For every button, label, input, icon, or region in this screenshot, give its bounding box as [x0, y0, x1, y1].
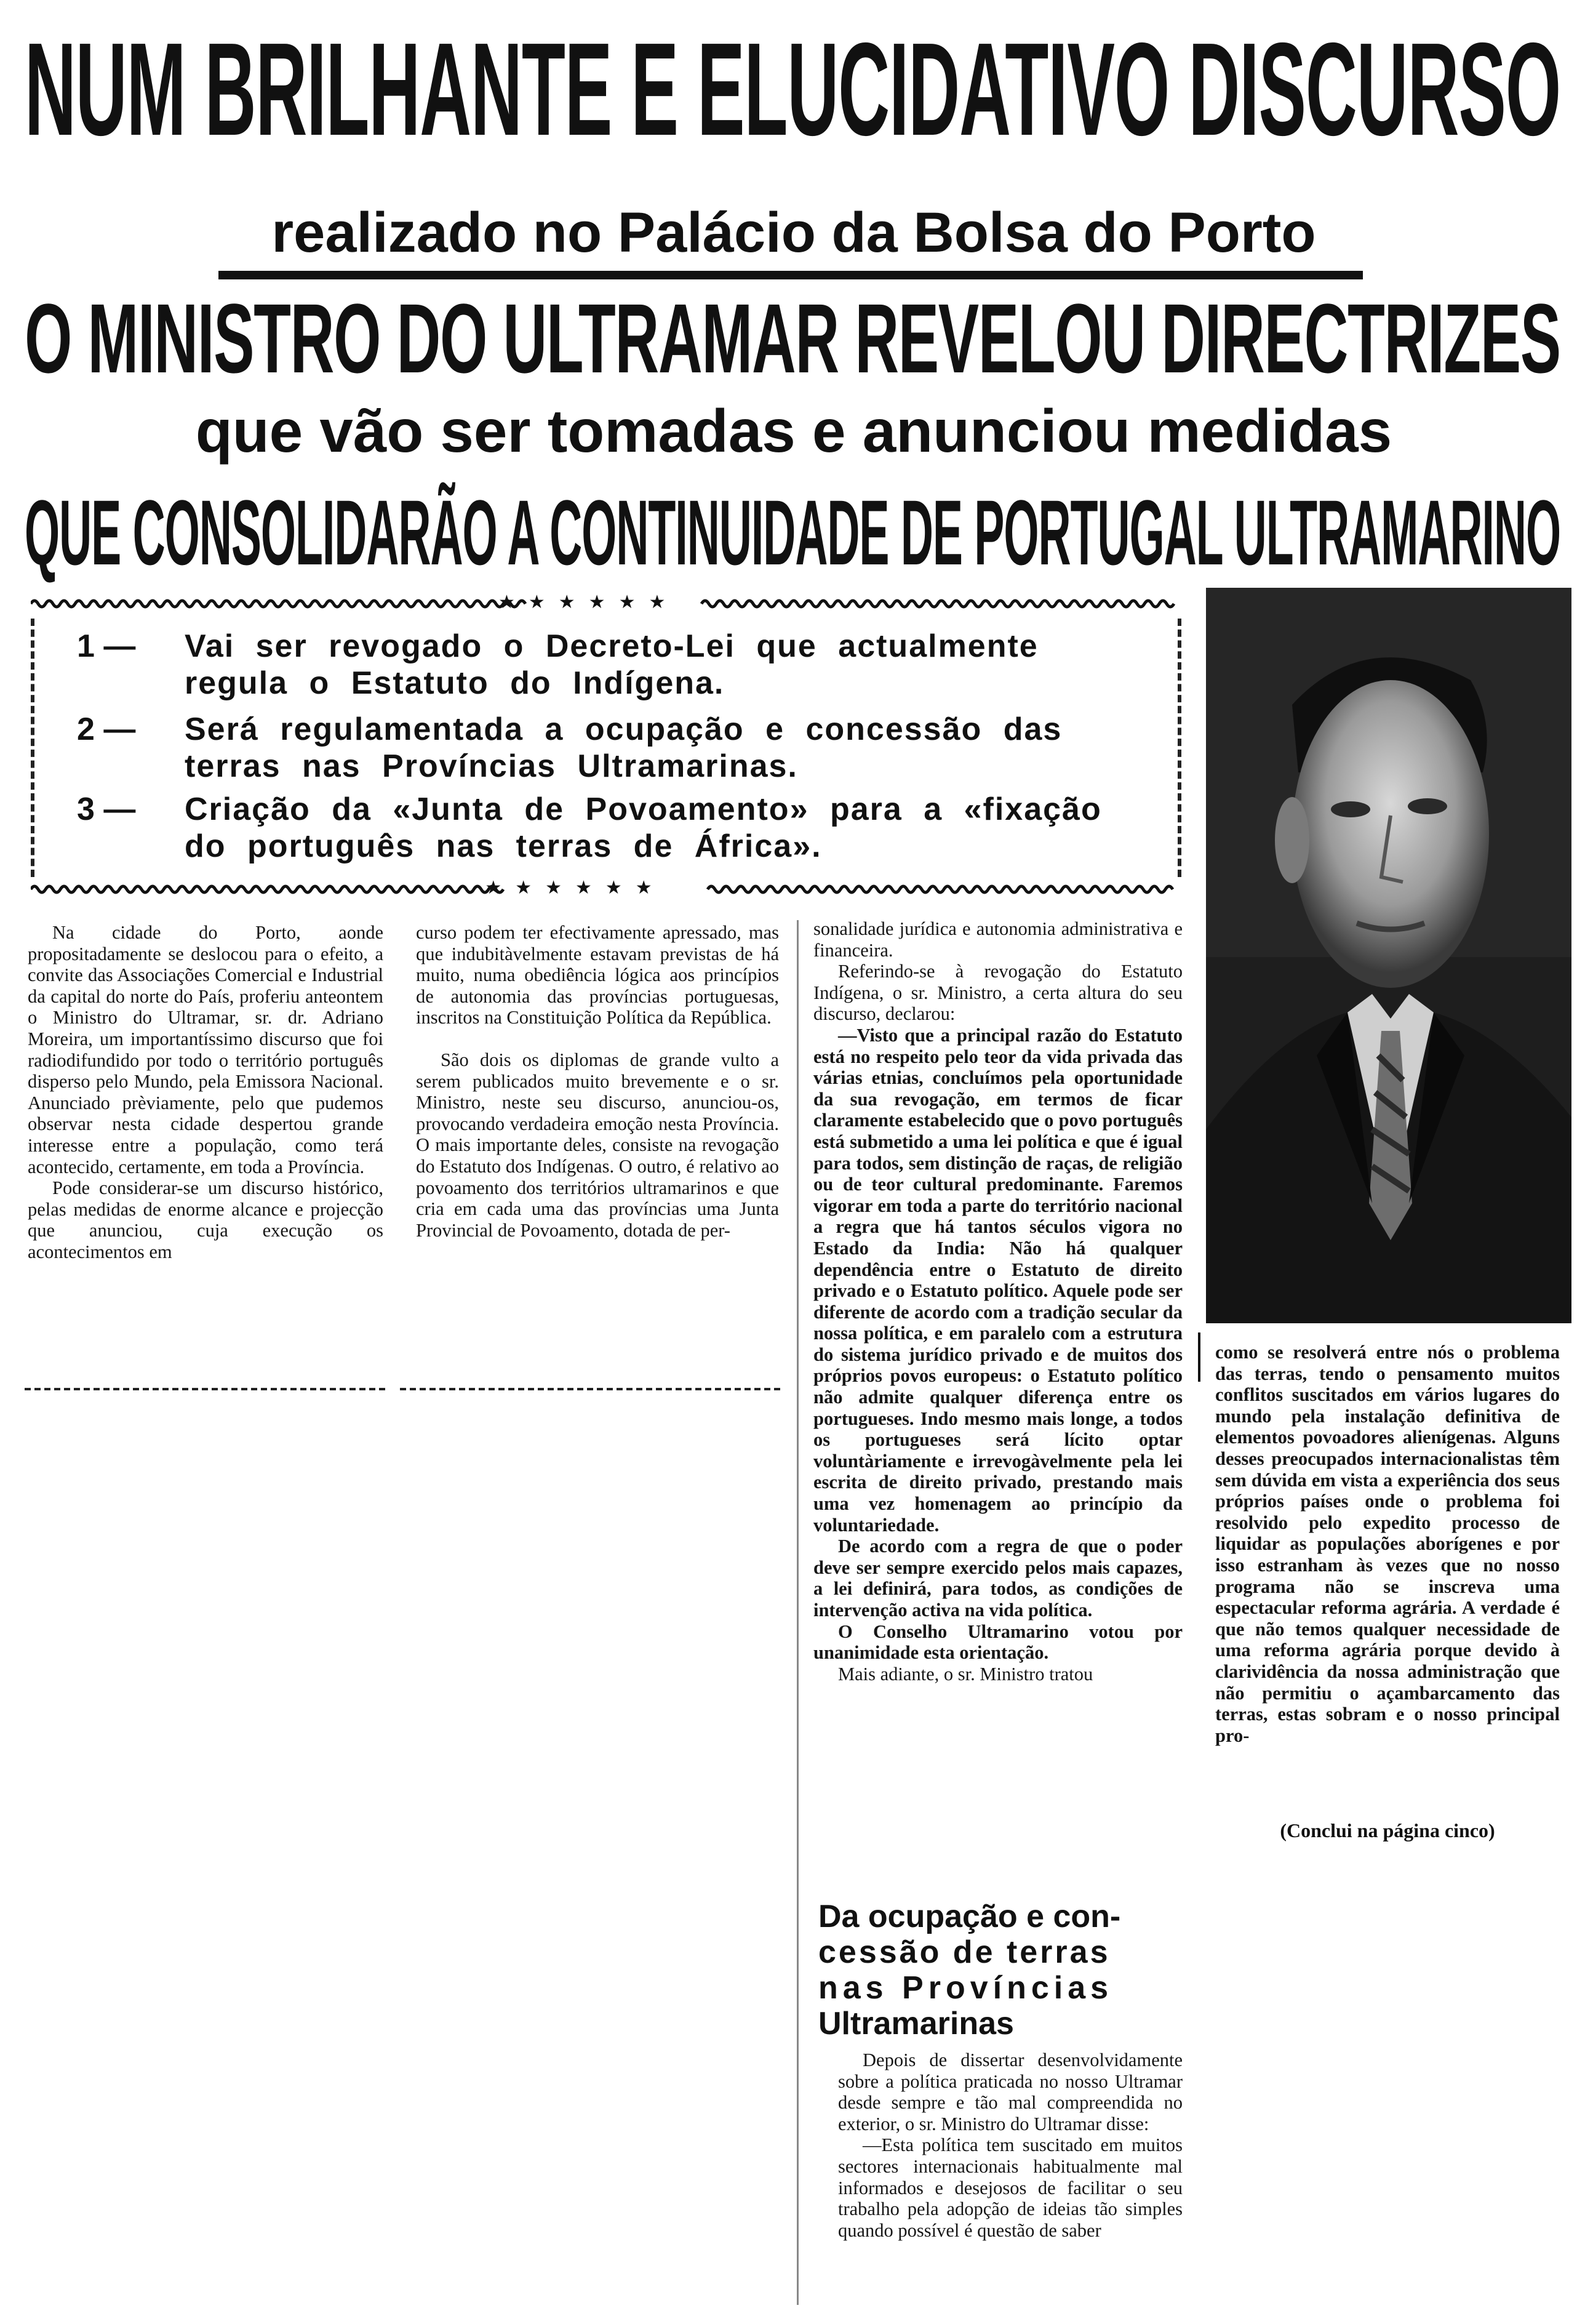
- paragraph: como se resolverá entre nós o problema das terras, tendo o pensamento muitos conflitos suscitados em vários lugares do mundo pela instalação definitiva de elementos povoadores alienígenas. Alguns desses preocupados internacionalistas têm sem dúvida em vista a experiência dos seus próprios países onde o problema foi resolvido pelo expedito processo de liquidar as populações aborígenes e por isso estranham às vezes que no nosso programa não se inscreva uma espectacular reforma agrária. A verdade é que não temos qualquer necessidade de uma reforma agrária porque devido à clarividência da nossa administração que não permitiu o açambarcamento das terras, estas sobram e o nosso principal pro-: [1215, 1342, 1560, 1746]
- headline-main: NUM BRILHANTE E ELUCIDATIVO DISCURSO: [25, 15, 1561, 163]
- key-point-number: 2 —: [77, 711, 136, 747]
- column-2-end-rule: [400, 1385, 781, 1392]
- article-column-3-continued: [838, 2050, 1183, 2314]
- paragraph: —Esta política tem suscitado em muitos sectores internacionais habitualmente mal informados e desejosos de facilitar o seu trabalho pela adopção de ideias tão simples quando possível é questão de saber: [838, 2134, 1183, 2241]
- paragraph: Depois de dissertar desenvolvidamente sobre a política praticada no nosso Ultramar desde sempre e tão mal compreendida no exterior, o sr. Ministro do Ultramar disse:: [838, 2050, 1183, 2134]
- portrait-illustration: [1206, 588, 1571, 1323]
- key-point-text: Será regulamentada a ocupação e concessão das terras nas Províncias Ultramarinas.: [185, 711, 1063, 784]
- paragraph: São dois os diplomas de grande vulto a serem publicados muito brevemente e o sr. Ministro, neste seu discurso, anunciou-os, provocando verdadeira emoção nesta Província. O mais importante deles, consiste na revogação do Estatuto dos Indígenas. O outro, é relativo ao povoamento dos territórios ultramarinos e que cria em cada uma das províncias uma Junta Provincial de Povoamento, dotada de per-: [416, 1049, 779, 1241]
- article-column-1: [28, 922, 383, 1371]
- star-ornament-bottom: ★★★★★★: [485, 877, 666, 899]
- star-ornament-top: ★★★★★★: [498, 591, 679, 613]
- key-point-number: 1 —: [77, 628, 136, 664]
- headline-subtitle: realizado no Palácio da Bolsa do Porto: [271, 201, 1316, 264]
- article-column-4: [1215, 1342, 1560, 1816]
- key-point-3: [77, 791, 1123, 871]
- key-point-text: Vai ser revogado o Decreto-Lei que actualmente regula o Estatuto do Indígena.: [185, 628, 1039, 701]
- paragraph: Mais adiante, o sr. Ministro tratou: [838, 1663, 1093, 1685]
- subheading-line: nas Províncias: [818, 1970, 1114, 2006]
- paragraph: curso podem ter efectivamente apressado, mas que indubitàvelmente estavam previstas de há muito, numa obediência lógica aos princípios de autonomia das províncias portuguesas, inscritos na Constituição Política da República.: [416, 922, 779, 1028]
- subtitle-underline: [218, 271, 1363, 279]
- section-subheading: [818, 1899, 1194, 2042]
- paragraph: Na cidade do Porto, aonde propositadamente se deslocou para o efeito, a convite das Associações Comercial e Industrial da capital do norte do País, proferiu anteontem o Ministro do Ultramar, sr. dr. Adriano Moreira, um importantíssimo discurso que foi radiodifundido por todo o território português disperso pelo Mundo, pela Emissora Nacional. Anunciado prèviamente, pelo que pudemos observar nesta cidade despertou grande interesse entre a população, como terá acontecido, certamente, em toda a Província.: [28, 922, 383, 1177]
- subheading-line: Da ocupação e con-: [818, 1899, 1121, 1934]
- quote-paragraph: De acordo com a regra de que o poder deve ser sempre exercido pelos mais capazes, a lei definirá, para todos, as condições de intervenção activa na vida política.: [813, 1536, 1183, 1621]
- paragraph: Pode considerar-se um discurso histórico, pelas medidas de enorme alcance e projecção que anunciou, cuja execução os acontecimentos em: [28, 1177, 383, 1262]
- key-point-number: 3 —: [77, 791, 136, 827]
- subheading-line: Ultramarinas: [818, 2006, 1014, 2042]
- paragraph: Referindo-se à revogação do Estatuto Indígena, o sr. Ministro, a certa altura do seu discurso, declarou:: [813, 961, 1183, 1025]
- headline-measures: que vão ser tomadas e anunciou medidas: [195, 397, 1392, 465]
- paragraph: sonalidade jurídica e autonomia administrativa e financeira.: [813, 918, 1183, 961]
- key-point-2: [77, 711, 1123, 791]
- continued-on-page-note: (Conclui na página cinco): [1280, 1819, 1495, 1841]
- subheading-line: cessão de terras: [818, 1934, 1111, 1970]
- column-1-end-rule: [25, 1385, 388, 1392]
- column-4-marker: [1198, 1332, 1200, 1382]
- key-point-1: [77, 628, 1123, 708]
- article-column-2: [416, 922, 779, 1371]
- key-point-text: Criação da «Junta de Povoamento» para a «fixação do português nas terras de África».: [185, 791, 1102, 864]
- article-column-3: [813, 918, 1183, 1878]
- quote-paragraph: —Visto que a principal razão do Estatuto está no respeito pelo teor da vida privada das várias etnias, concluímos pela oportunidade da sua revogação, em termos de ficar claramente estabelecido que o povo português está submetido a uma lei política e que é igual para todos, sem distinção de raças, de religião ou de teor cultural predominante. Faremos vigorar em toda a parte do território nacional a regra que há tantos séculos vigora no Estado da India: Não há qualquer dependência entre o Estatuto de direito privado e o Estatuto político. Aquele pode ser diferente de acordo com a tradição secular da nossa política, e em paralelo com a estrutura do sistema jurídico privado e de muitos dos próprios povos europeus: o Estatuto político não admite qualquer diferença entre os portugueses. Indo mesmo mais longe, a todos os portugueses será lícito optar voluntàriamente e irrevogàvelmente pela lei escrita de direito privado, prestando mais uma vez homenagem ao princípio da voluntariedade.: [813, 1024, 1183, 1536]
- minister-portrait-photo: [1206, 588, 1571, 1323]
- headline-minister: O MINISTRO DO ULTRAMAR REVELOU DIRECTRIZES: [25, 283, 1560, 393]
- column-divider: [797, 920, 799, 2305]
- headline-continuity: QUE CONSOLIDARÃO A CONTINUIDADE DE PORTUGAL ULTRAMARINO: [25, 481, 1561, 584]
- quote-paragraph: O Conselho Ultramarino votou por unanimidade esta orientação.: [813, 1621, 1183, 1664]
